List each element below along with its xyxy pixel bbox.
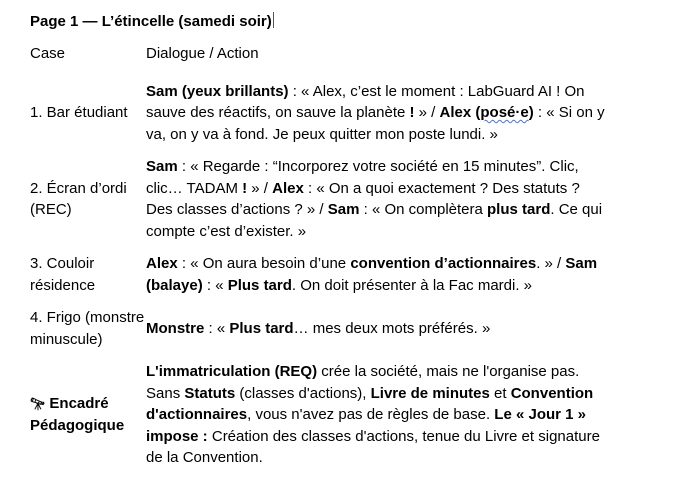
page-title-text: Page 1 — L’étincelle (samedi soir) — [30, 13, 272, 30]
table-row — [30, 81, 606, 157]
case-cell: 1. Bar étudiant — [30, 104, 128, 121]
dialogue-cell: Alex : « On aura besoin d’une convention d’actionnaires. » / Sam (balaye) : « Plus tard. On doit présenter à la Fac mardi. » — [146, 255, 598, 294]
case-cell: 2. Écran d’ordi (REC) — [30, 179, 127, 218]
case-cell: 3. Couloir résidence — [30, 255, 96, 294]
encadre-row — [30, 361, 606, 480]
table-row — [30, 307, 606, 361]
case-cell: 4. Frigo (monstre minuscule) — [30, 309, 145, 348]
header-case: Case — [30, 45, 66, 62]
binoculars-icon: 🔭︎ — [30, 396, 46, 411]
dialogue-cell: Sam : « Regarde : “Incorporez votre société en 15 minutes”. Clic, clic… TADAM ! » / Alex : « On a quoi exactement ? Des statuts ? Des classes d’actions ? » / Sam : « On complètera plus tard. Ce qui compte c’est d’exister. » — [146, 158, 603, 240]
table-header-row — [30, 43, 606, 81]
dialogue-cell: Monstre : « Plus tard… mes deux mots préférés. » — [146, 319, 491, 337]
dialogue-cell: Sam (yeux brillants) : « Alex, c’est le moment : LabGuard AI ! On sauve des réactifs, on sauve la planète ! » / Alex (posé·e) : « Si on y va, on y va à fond. Je peux quitter mon poste lundi. » — [146, 82, 605, 143]
text-cursor — [273, 12, 274, 28]
header-dialogue: Dialogue / Action — [146, 45, 259, 62]
table-row — [30, 253, 606, 307]
page-title[interactable] — [30, 12, 693, 32]
encadre-label-cell — [30, 361, 146, 480]
storyboard-table — [30, 43, 606, 480]
table-row — [30, 156, 606, 253]
encadre-label: Encadré Pédagogique — [30, 394, 125, 435]
encadre-text-cell: L'immatriculation (REQ) crée la société, mais ne l'organise pas. Sans Statuts (classes d'actions), Livre de minutes et Convention d'actionnaires, vous n'avez pas de règles de base. Le « Jour 1 » impose : Création des classes d'actions, tenue du Livre et signature de la Convention. — [146, 363, 600, 466]
